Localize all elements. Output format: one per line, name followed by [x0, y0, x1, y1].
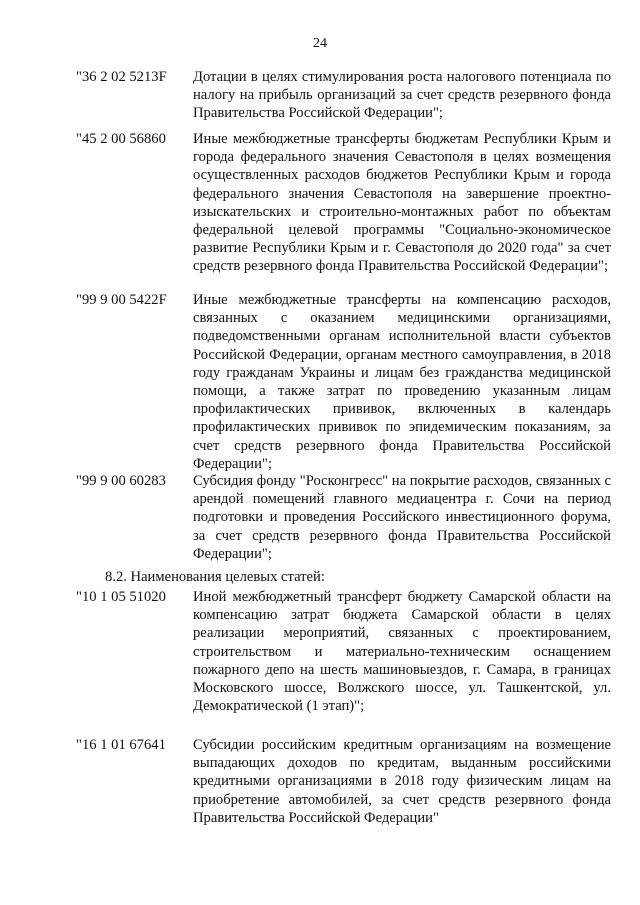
- entry-text: Иные межбюджетные трансферты на компенсацию расходов, связанных с оказанием медицинскими организациями, подведомственными органам исполнительной власти субъектов Российской Федерации, органам местного самоуправления, в 2018 году гражданам Украины и лицам без гражданства медицинской помощи, а также затрат по проведению указанным лицам профилактических прививок, включенных в календарь профилактических прививок по эпидемическим показаниям, за счет средств резервного фонда Правительства Российской Федерации";: [193, 292, 611, 472]
- entry-text: Иные межбюджетные трансферты бюджетам Республики Крым и города федерального значения Севастополя в целях возмещения осуществленных расходов бюджетов Республики Крым и города федерального значения Севастополя на завершение проектно-изыскательских и строительно-монтажных работ по объектам федеральной целевой программы "Социально-экономическое развитие Республики Крым и г. Севастополя до 2020 года" за счет средств резервного фонда Правительства Российской Федерации";: [193, 131, 611, 275]
- budget-entry-16-1-01-67641: [76, 736, 612, 827]
- section-heading: 8.2. Наименования целевых статей:: [105, 569, 325, 585]
- entry-code: "16 1 01 67641: [76, 737, 166, 753]
- budget-entry-99-9-00-60283: [76, 472, 612, 563]
- entry-code: "99 9 00 60283: [76, 473, 166, 489]
- budget-entry-99-9-00-5422F: [76, 291, 612, 473]
- budget-entry-36-2-02-5213F: [76, 68, 612, 123]
- entry-code: "10 1 05 51020: [76, 589, 166, 605]
- entry-code: "36 2 02 5213F: [76, 69, 167, 85]
- entry-code: "99 9 00 5422F: [76, 292, 167, 308]
- entry-text: Иной межбюджетный трансферт бюджету Самарской области на компенсацию затрат бюджета Самарской области в целях реализации мероприятий, связанных с проектированием, строительством и материально-техническим оснащением пожарного депо на шесть машиновыездов, г. Самара, в границах Московского шоссе, Волжского шоссе, ул. Ташкентской, ул. Демократической (1 этап)";: [193, 589, 611, 715]
- entry-text: Субсидия фонду "Росконгресс" на покрытие расходов, связанных с арендой помещений главного медиацентра г. Сочи на период подготовки и проведения Российского инвестиционного форума, за счет средств резервного фонда Правительства Российской Федерации";: [193, 473, 611, 562]
- budget-entry-45-2-00-56860: [76, 130, 612, 276]
- entry-text: Дотации в целях стимулирования роста налогового потенциала по налогу на прибыль организаций за счет средств резервного фонда Правительства Российской Федерации";: [193, 69, 611, 122]
- page-number: 24: [313, 36, 327, 51]
- budget-entry-10-1-05-51020: [76, 588, 612, 715]
- entry-text: Субсидии российским кредитным организациям на возмещение выпадающих доходов по кредитам, выданным российскими кредитными организациями в 2018 году физическим лицам на приобретение автомобилей, за счет средств резервного фонда Правительства Российской Федерации": [193, 737, 611, 826]
- entry-code: "45 2 00 56860: [76, 131, 166, 147]
